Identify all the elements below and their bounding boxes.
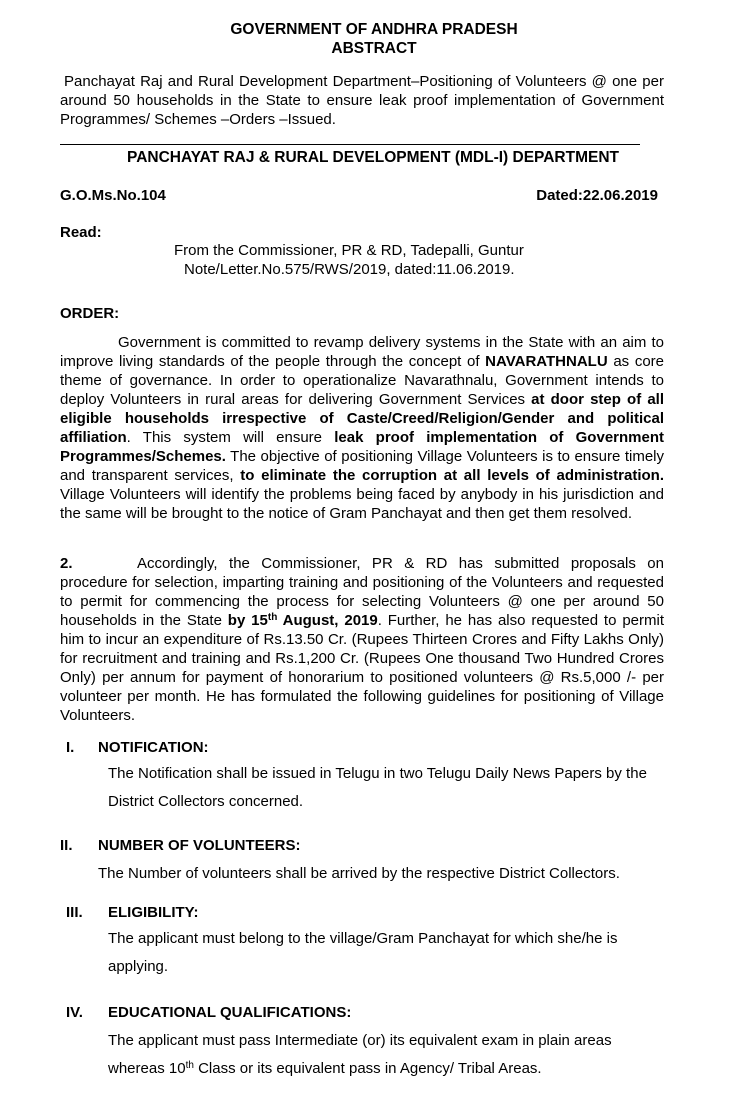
abstract-heading: ABSTRACT bbox=[331, 40, 417, 57]
p2-bold-date bbox=[228, 612, 378, 629]
p1-bold-1: NAVARATHNALU bbox=[485, 353, 608, 370]
order-paragraph-2 bbox=[60, 554, 664, 725]
guideline-1-body: The Notification shall be issued in Telugu in two Telugu Daily News Papers by the District Collectors concerned. bbox=[108, 765, 647, 810]
p2-number: 2. bbox=[60, 555, 73, 572]
p2-text-1: Accordingly, the Commissioner, PR & RD has submitted proposals on procedure for selection, imparting training and positioning of the Volunteers and requested to permit for commencing the process for selecting Volunteers @ one per around 50 households in the State bbox=[60, 555, 664, 629]
guideline-3-body: The applicant must belong to the village/Gram Panchayat for which she/he is applying. bbox=[108, 930, 618, 975]
p1-text-1: Government is committed to revamp delivery systems in the State with an aim to improve living standards of the people through the concept of bbox=[60, 334, 664, 370]
divider-rule bbox=[60, 144, 640, 145]
p2-text-2: . Further, he has also requested to permit him to incur an expenditure of Rs.13.50 Cr. (Rupees Thirteen Crores and Fifty Lakhs Only) for recruitment and training and Rs.1,200 Cr. (Rupees One thousand Two Hundred Crores Only) per annum for payment of honorarium to positioned volunteers @ Rs.5,000 /- per volunteer per month. He has formulated the following guidelines for positioning of Village Volunteers. bbox=[60, 612, 664, 724]
order-paragraph-1 bbox=[60, 333, 664, 523]
guideline-3-title: ELIGIBILITY: bbox=[108, 904, 199, 921]
guideline-2-number: II. bbox=[60, 837, 73, 854]
p1-bold-4: to eliminate the corruption at all levels of administration. bbox=[240, 467, 665, 484]
guideline-4-body-sup: th bbox=[185, 1060, 194, 1071]
p1-text-2: as core theme of governance. In order to operationalize Navarathnalu, Government intends to deploy Volunteers in rural areas for delivering Government Services bbox=[60, 353, 664, 408]
guideline-1-number: I. bbox=[66, 739, 75, 756]
read-line-1: From the Commissioner, PR & RD, Tadepalli, Guntur bbox=[174, 242, 524, 259]
read-line-2: Note/Letter.No.575/RWS/2019, dated:11.06.2019. bbox=[184, 261, 515, 278]
guideline-3-number: III. bbox=[66, 904, 83, 921]
guideline-4-body-end: Class or its equivalent pass in Agency/ Tribal Areas. bbox=[193, 1060, 542, 1077]
dated: Dated:22.06.2019 bbox=[536, 187, 658, 204]
guideline-2-title: NUMBER OF VOLUNTEERS: bbox=[98, 837, 301, 854]
p1-text-5: Village Volunteers will identify the problems being faced by anybody in his jurisdiction and the same will be brought to the notice of Gram Panchayat and then get them resolved. bbox=[60, 486, 664, 522]
go-number: G.O.Ms.No.104 bbox=[60, 187, 166, 204]
p1-bold-2: at door step of all eligible households irrespective of Caste/Creed/Religion/Gender and political affiliation bbox=[60, 391, 665, 446]
government-heading: GOVERNMENT OF ANDHRA PRADESH bbox=[230, 21, 518, 38]
guideline-4-body bbox=[108, 1027, 668, 1083]
p1-bold-3: leak proof implementation of Government Programmes/Schemes. bbox=[60, 429, 664, 465]
p2-bold-date-start: by 15 bbox=[227, 612, 268, 629]
p2-bold-date-end: August, 2019 bbox=[277, 612, 378, 629]
guideline-4-body-start: The applicant must pass Intermediate (or) its equivalent exam in plain areas whereas 10 bbox=[108, 1032, 612, 1077]
guideline-1-title: NOTIFICATION: bbox=[98, 739, 209, 756]
read-label: Read: bbox=[60, 224, 102, 241]
subject-text: Panchayat Raj and Rural Development Department–Positioning of Volunteers @ one per around 50 households in the State to ensure leak proof implementation of Government Programmes/ Schemes –Orders –Issued. bbox=[60, 73, 664, 128]
p2-bold-date-sup: th bbox=[267, 612, 278, 623]
guideline-2-body: The Number of volunteers shall be arrived by the respective District Collectors. bbox=[98, 865, 620, 882]
p1-text-3: . This system will ensure bbox=[126, 429, 335, 446]
order-label: ORDER: bbox=[60, 305, 120, 322]
guideline-4-number: IV. bbox=[66, 1004, 83, 1021]
p1-text-4: The objective of positioning Village Volunteers is to ensure timely and transparent services, bbox=[60, 448, 664, 484]
guideline-4-title: EDUCATIONAL QUALIFICATIONS: bbox=[108, 1004, 352, 1021]
department-heading: PANCHAYAT RAJ & RURAL DEVELOPMENT (MDL-I) DEPARTMENT bbox=[127, 149, 619, 166]
